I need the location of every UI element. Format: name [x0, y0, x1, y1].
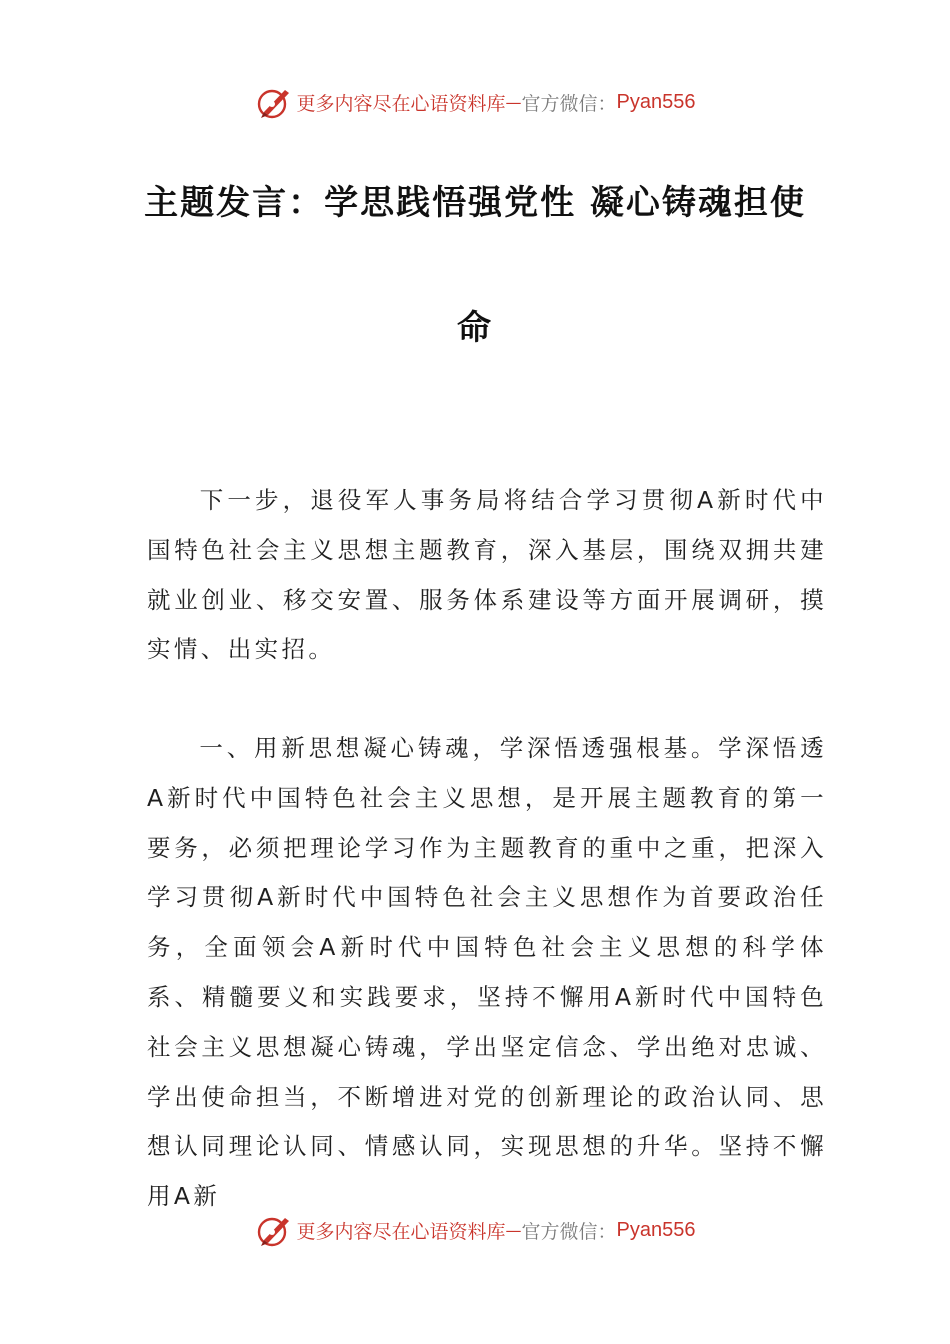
watermark-text: 更多内容尽在心语资料库: [296, 92, 506, 115]
footer-watermark: [0, 1210, 950, 1250]
pen-logo-icon: [255, 1210, 295, 1250]
paragraph-text: 一、用新思想凝心铸魂，学深悟透强根基。学深悟透A新时代中国特色社会主义思想，是开展主题教育的第一要务，必须把理论学习作为主题教育的重中之重，把深入学习贯彻A新时代中国特色社会主义思想作为首要政治任务，全面领会A新时代中国特色社会主义思想的科学体系、精髓要义和实践要求，坚持不懈用A新时代中国特色社会主义思想凝心铸魂，学出坚定信念、学出绝对忠诚、学出使命担当，不断增进对党的创新理论的政治认同、思想认同理论认同、情感认同，实现思想的升华。坚持不懈用A新: [147, 734, 827, 1211]
watermark-text: 更多内容尽在心语资料库: [296, 1220, 506, 1243]
document-title-line-1: 主题发言：学思践悟强党性 凝心铸魂担使: [144, 183, 806, 223]
body-paragraph-2: [147, 724, 827, 1222]
body-paragraph-1: [147, 476, 827, 675]
wechat-label: 官方微信：: [521, 92, 617, 115]
wechat-id: Pyan556: [616, 90, 696, 113]
wechat-id: Pyan556: [616, 1218, 696, 1241]
watermark-dash: —: [505, 1220, 522, 1240]
wechat-label: 官方微信：: [521, 1220, 617, 1243]
document-title-line-2: 命: [457, 308, 493, 348]
pen-logo-icon: [255, 82, 295, 122]
watermark-dash: —: [505, 92, 522, 112]
paragraph-text: 下一步，退役军人事务局将结合学习贯彻A新时代中国特色社会主义思想主题教育，深入基层，围绕双拥共建就业创业、移交安置、服务体系建设等方面开展调研，摸实情、出实招。: [147, 486, 827, 664]
header-watermark: [0, 82, 950, 122]
